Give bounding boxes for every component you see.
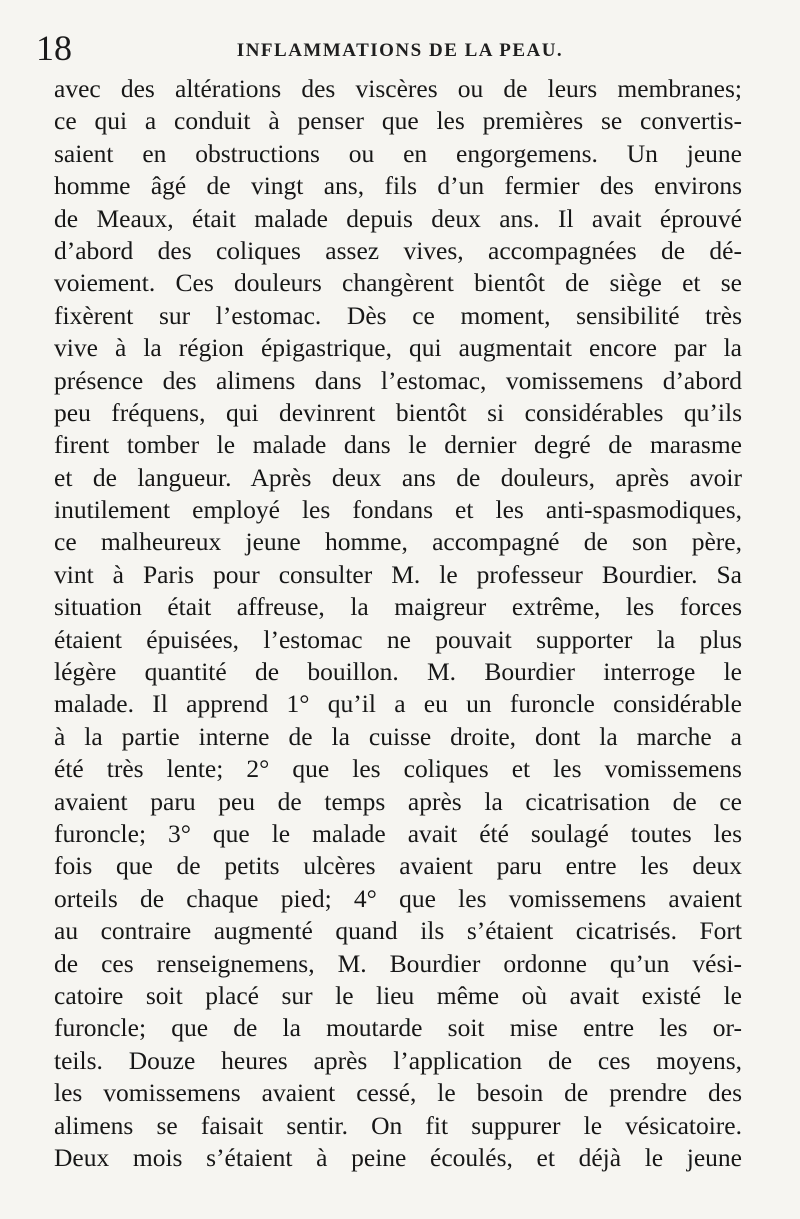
text-line: voiement. Ces douleurs changèrent bientôt de siège et se	[54, 268, 742, 298]
text-line: fixèrent sur l’estomac. Dès ce moment, sensibilité très	[54, 300, 742, 330]
text-line: saient en obstructions ou en engorgemens. Un jeune	[54, 138, 742, 168]
text-line: de Meaux, était malade depuis deux ans. Il avait éprouvé	[54, 203, 742, 233]
text-line: d’abord des coliques assez vives, accompagnées de dé-	[54, 235, 742, 265]
page-number: 18	[36, 28, 72, 68]
text-line: alimens se faisait sentir. On fit suppurer le vésicatoire.	[54, 1110, 742, 1140]
text-line: situation était affreuse, la maigreur extrême, les forces	[54, 592, 742, 622]
running-head: INFLAMMATIONS DE LA PEAU.	[236, 40, 564, 61]
text-line: à la partie interne de la cuisse droite, dont la marche a	[54, 721, 742, 751]
text-line: homme âgé de vingt ans, fils d’un fermier des environs	[54, 171, 742, 201]
text-line: présence des alimens dans l’estomac, vomissemens d’abord	[54, 365, 742, 395]
text-line: avaient paru peu de temps après la cicatrisation de ce	[54, 786, 742, 816]
text-line: Deux mois s’étaient à peine écoulés, et déjà le jeune	[54, 1142, 742, 1172]
text-line: étaient épuisées, l’estomac ne pouvait supporter la plus	[54, 624, 742, 654]
text-line: de ces renseignemens, M. Bourdier ordonne qu’un vési-	[54, 948, 742, 978]
text-line: vint à Paris pour consulter M. le professeur Bourdier. Sa	[54, 559, 742, 589]
text-line: furoncle; que de la moutarde soit mise entre les or-	[54, 1013, 742, 1043]
text-line: légère quantité de bouillon. M. Bourdier interroge le	[54, 657, 742, 687]
text-line: furoncle; 3° que le malade avait été soulagé toutes les	[54, 818, 742, 848]
text-line: ce malheureux jeune homme, accompagné de son père,	[54, 527, 742, 557]
text-line: catoire soit placé sur le lieu même où avait existé le	[54, 980, 742, 1010]
text-line: vive à la région épigastrique, qui augmentait encore par la	[54, 333, 742, 363]
text-line: teils. Douze heures après l’application de ces moyens,	[54, 1045, 742, 1075]
text-line: malade. Il apprend 1° qu’il a eu un furoncle considérable	[54, 689, 742, 719]
text-line: fois que de petits ulcères avaient paru entre les deux	[54, 851, 742, 881]
text-line: ce qui a conduit à penser que les premières se convertis-	[54, 106, 742, 136]
text-line: orteils de chaque pied; 4° que les vomissemens avaient	[54, 883, 742, 913]
text-line: été très lente; 2° que les coliques et les vomissemens	[54, 754, 742, 784]
text-line: au contraire augmenté quand ils s’étaient cicatrisés. Fort	[54, 916, 742, 946]
body-text	[54, 73, 742, 1174]
text-line: inutilement employé les fondans et les anti-spasmodiques,	[54, 495, 742, 525]
text-line: les vomissemens avaient cessé, le besoin de prendre des	[54, 1078, 742, 1108]
text-line: et de langueur. Après deux ans de douleurs, après avoir	[54, 462, 742, 492]
text-line: firent tomber le malade dans le dernier degré de marasme	[54, 430, 742, 460]
text-line: avec des altérations des viscères ou de leurs membranes;	[54, 74, 742, 103]
text-line: peu fréquens, qui devinrent bientôt si considérables qu’ils	[54, 397, 742, 427]
